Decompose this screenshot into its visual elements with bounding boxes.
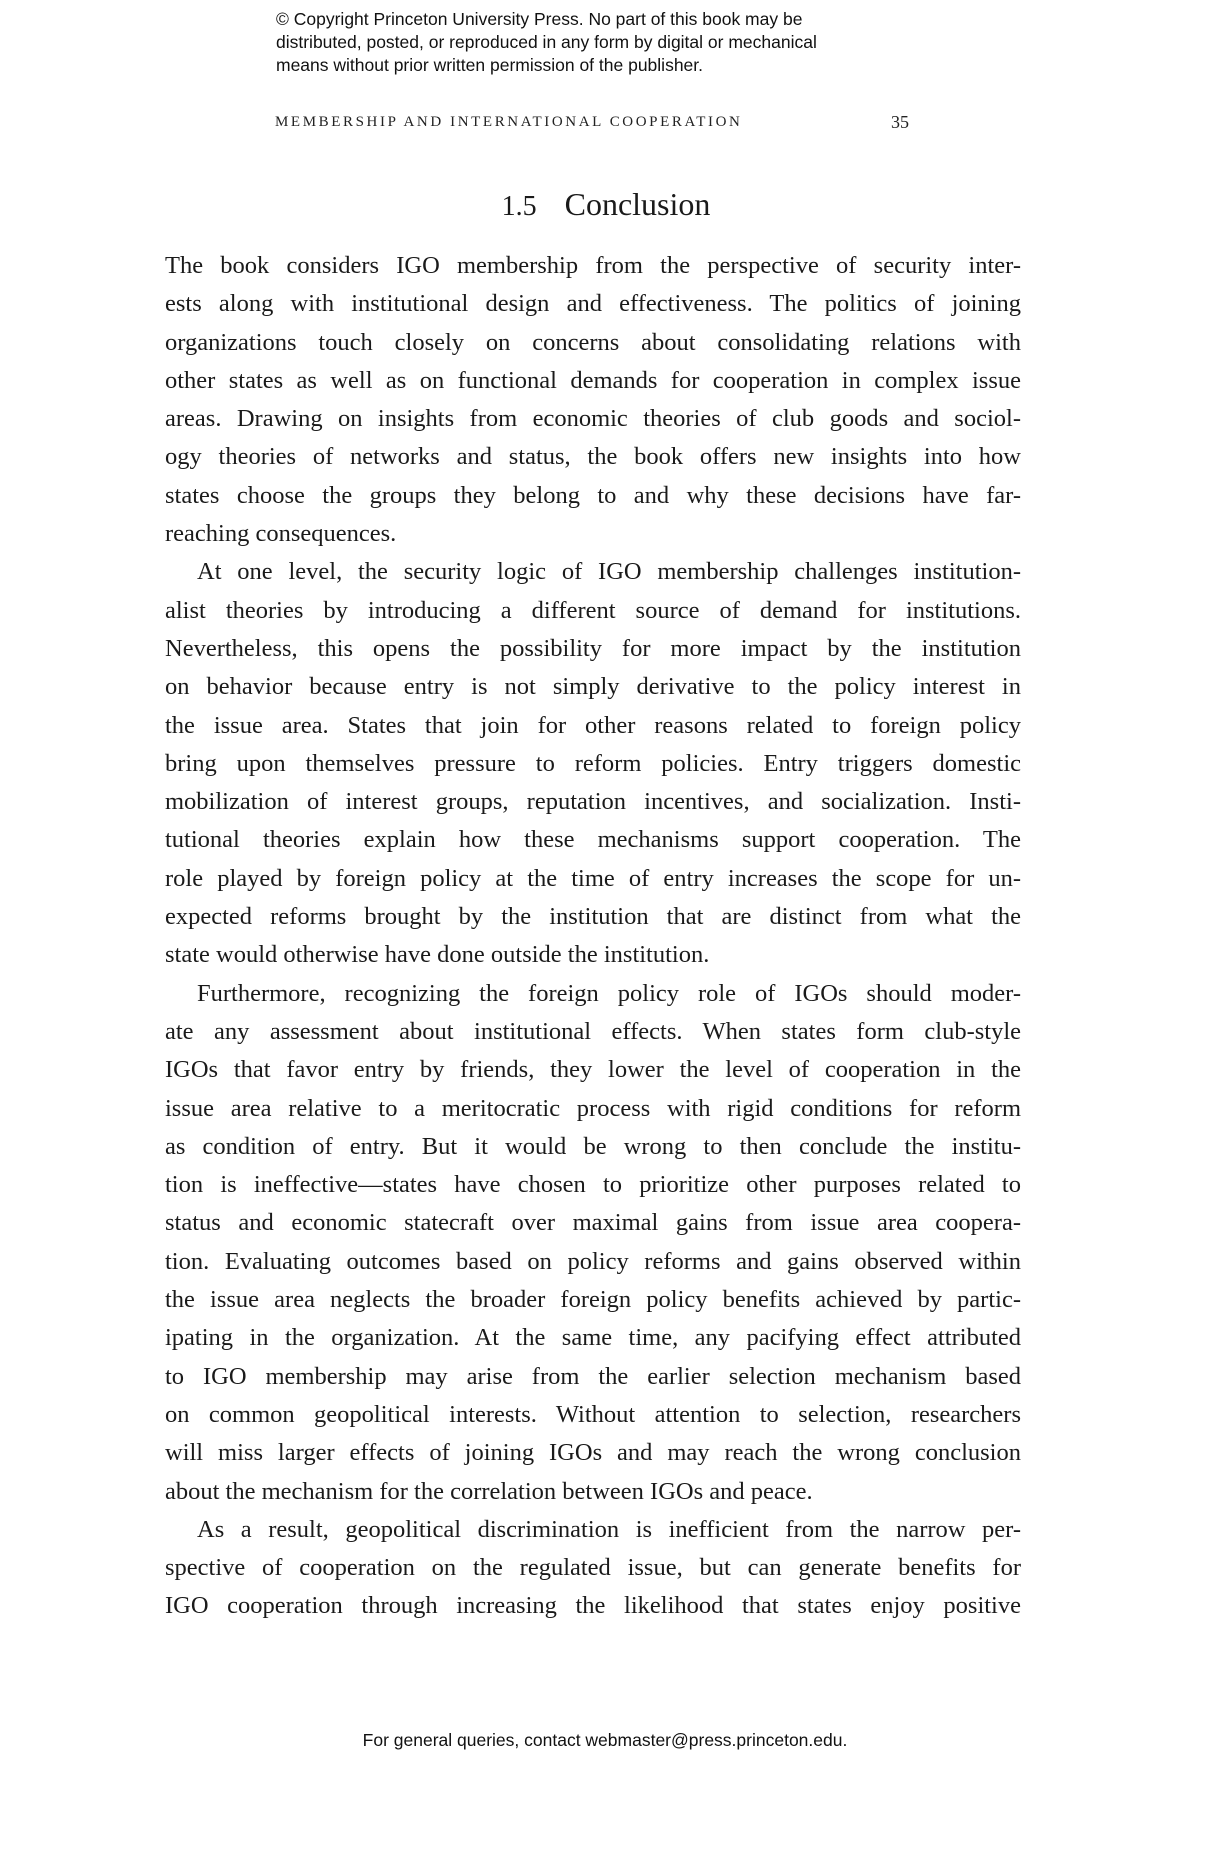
text-line: on common geopolitical interests. Without attention to selection, researchers <box>165 1400 1021 1428</box>
text-line: on behavior because entry is not simply derivative to the policy interest in <box>165 673 1021 701</box>
text-line: IGO cooperation through increasing the likelihood that states enjoy positive <box>165 1592 1021 1620</box>
text-line: tutional theories explain how these mechanisms support cooperation. The <box>165 826 1021 854</box>
text-line: ate any assessment about institutional effects. When states form club-style <box>165 1017 1021 1045</box>
text-line: organizations touch closely on concerns about consolidating relations with <box>165 328 1021 356</box>
text-line: IGOs that favor entry by friends, they lower the level of cooperation in the <box>165 1056 1021 1084</box>
text-line: Nevertheless, this opens the possibility for more impact by the institution <box>165 634 1021 662</box>
text-line: tion. Evaluating outcomes based on policy reforms and gains observed within <box>165 1247 1021 1275</box>
text-line: states choose the groups they belong to and why these decisions have far- <box>165 481 1021 509</box>
paragraph <box>165 553 1021 974</box>
text-line: mobilization of interest groups, reputation incentives, and socialization. Insti- <box>165 788 1021 816</box>
text-line: state would otherwise have done outside the institution. <box>165 941 710 969</box>
running-head-title: MEMBERSHIP AND INTERNATIONAL COOPERATION <box>275 114 743 130</box>
paragraph <box>165 975 1021 1511</box>
text-line: tion is ineffective—states have chosen to prioritize other purposes related to <box>165 1171 1021 1199</box>
section-number: 1.5 <box>501 191 537 222</box>
text-line: ogy theories of networks and status, the book offers new insights into how <box>165 443 1021 471</box>
page-number: 35 <box>891 112 909 132</box>
text-line: the issue area neglects the broader foreign policy benefits achieved by partic- <box>165 1286 1021 1314</box>
text-line: expected reforms brought by the institution that are distinct from what the <box>165 903 1021 931</box>
text-line: other states as well as on functional demands for cooperation in complex issue <box>165 366 1021 394</box>
section-title: Conclusion <box>564 186 711 222</box>
text-line: as condition of entry. But it would be wrong to then conclude the institu- <box>165 1132 1021 1160</box>
copyright-line: © Copyright Princeton University Press. No part of this book may be <box>276 9 803 29</box>
text-line: issue area relative to a meritocratic process with rigid conditions for reform <box>165 1094 1021 1122</box>
copyright-line: means without prior written permission of the publisher. <box>276 55 704 75</box>
text-line: ipating in the organization. At the same time, any pacifying effect attributed <box>165 1324 1021 1352</box>
text-line: to IGO membership may arise from the earlier selection mechanism based <box>165 1362 1021 1390</box>
text-line: Furthermore, recognizing the foreign policy role of IGOs should moder- <box>197 979 1021 1007</box>
copyright-notice <box>276 8 817 77</box>
paragraph <box>165 247 1021 553</box>
text-line: bring upon themselves pressure to reform policies. Entry triggers domestic <box>165 749 1021 777</box>
text-line: about the mechanism for the correlation between IGOs and peace. <box>165 1477 813 1505</box>
text-line: spective of cooperation on the regulated issue, but can generate benefits for <box>165 1554 1021 1582</box>
text-line: As a result, geopolitical discrimination is inefficient from the narrow per- <box>197 1515 1021 1543</box>
text-line: areas. Drawing on insights from economic theories of club goods and sociol- <box>165 405 1021 433</box>
paragraph <box>165 1511 1021 1626</box>
body-text <box>165 247 1021 1626</box>
text-line: alist theories by introducing a different source of demand for institutions. <box>165 596 1021 624</box>
text-line: At one level, the security logic of IGO membership challenges institution- <box>197 558 1021 586</box>
copyright-line: distributed, posted, or reproduced in any form by digital or mechanical <box>276 32 817 52</box>
text-line: will miss larger effects of joining IGOs and may reach the wrong conclusion <box>165 1439 1021 1467</box>
text-line: status and economic statecraft over maximal gains from issue area coopera- <box>165 1209 1021 1237</box>
text-line: the issue area. States that join for other reasons related to foreign policy <box>165 711 1021 739</box>
section-heading <box>0 186 1212 223</box>
text-line: ests along with institutional design and effectiveness. The politics of joining <box>165 290 1021 318</box>
footer-contact: For general queries, contact webmaster@press.princeton.edu. <box>362 1730 848 1750</box>
running-head <box>275 114 909 131</box>
text-line: reaching consequences. <box>165 520 397 548</box>
text-line: The book considers IGO membership from the perspective of security inter- <box>165 252 1021 279</box>
text-line: role played by foreign policy at the time of entry increases the scope for un- <box>165 864 1021 892</box>
